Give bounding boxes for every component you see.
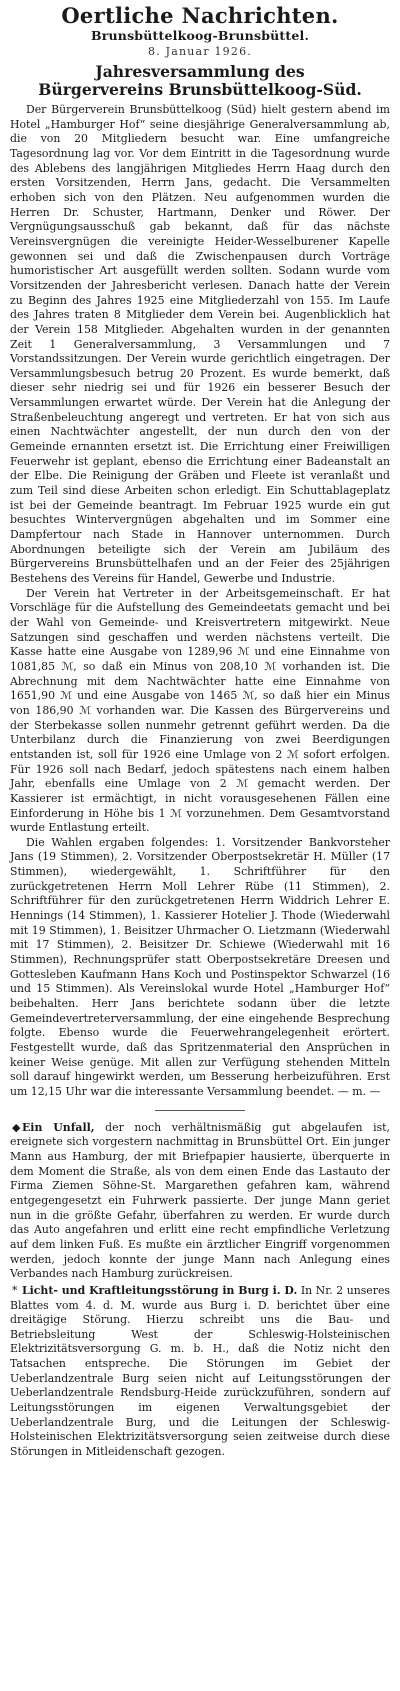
- news-item-text: In Nr. 2 unseres Blattes vom 4. d. M. wurde aus Burg i. D. berichtet über eine dreitägige Störung. Hierzu schreibt uns die Bau- und Betriebsleitung West der Schleswig-Holsteinischen Elektrizitätsversorgung G. m. b. H., daß die Notiz nicht den Tatsachen entspreche. Die Störungen im Gebiet der Ueberlandzentrale Burg seien nicht auf Leitungsstörungen der Ueberlandzentrale Rendsburg-Heide zurückzuführen, sondern auf Leitungsstörungen im eigenen Verwaltungsgebiet der Ueberlandzentrale Burg, und die Leitungen der Schleswig-Holsteinischen Elektrizitätsversorgung seien zeitweise durch diese Störungen in Mitleidenschaft gezogen.: [10, 1283, 390, 1459]
- article-paragraph: Der Bürgerverein Brunsbüttelkoog (Süd) hielt gestern abend im Hotel „Hamburger Hof“ seine diesjährige Generalversammlung ab, die von 20 Mitgliedern besucht war. Eine umfangreiche Tagesordnung lag vor. Vor dem Eintritt in die Tagesordnung wurde des Ablebens des langjährigen Mitgliedes Herrn Haag durch den ersten Vorsitzenden, Herrn Jans, gedacht. Die Versammelten erhoben sich von den Plätzen. Neu aufgenommen wurden die Herren Dr. Schuster, Hartmann, Denker und Röwer. Der Vergnügungsausschuß gab bekannt, daß für das nächste Vereinsvergnügen die vereinigte Heider-Wesselburener Kapelle gewonnen sei und daß die Zwischenpausen durch Vorträge humoristischer Art ausgefüllt werden sollten. Sodann wurde vom Vorsitzenden der Jahresbericht verlesen. Danach hatte der Verein zu Beginn des Jahres 1925 eine Mitgliederzahl von 155. Im Laufe des Jahres traten 8 Mitglieder dem Verein bei. Augenblicklich hat der Verein 158 Mitglieder. Abgehalten wurden in der genannten Zeit 1 Generalversammlung, 3 Versammlungen und 7 Vorstandssitzungen. Der Verein wurde gerichtlich eingetragen. Der Versammlungsbesuch betrug 20 Prozent. Es wurde bemerkt, daß dieser sehr niedrig sei und für 1926 ein besserer Besuch der Versammlungen erwartet würde. Der Verein hat die Anlegung der Straßenbeleuchtung angeregt und vertreten. Er hat von sich aus einen Nachtwächter angestellt, der nun durch den von der Gemeinde ernannten ersetzt ist. Die Errichtung einer Freiwilligen Feuerwehr ist geplant, ebenso die Errichtung einer Badeanstalt an der Elbe. Die Reinigung der Gräben und Fleete ist veranlaßt und zum Teil sind diese Arbeiten schon erledigt. Ein Schuttablageplatz ist bei der Gemeinde beantragt. Im Februar 1925 wurde ein gut besuchtes Wintervergnügen abgehalten und im Sommer eine Dampfertour nach Stade in Hannover unternommen. Durch Abordnungen beteiligte sich der Verein am Jubiläum des Bürgervereins Brunsbüttelhafen und an der Feier des 25jährigen Bestehens des Vereins für Handel, Gewerbe und Industrie.: [10, 103, 390, 585]
- news-item-text: der noch verhältnismäßig gut abgelaufen ist, ereignete sich vorgestern nachmittag in Brunsbüttel Ort. Ein junger Mann aus Hamburg, der mit Briefpapier hausierte, überquerte in dem Moment die Straße, als von dem einen Ende das Lastauto der Firma Ziemen Söhne-St. Margarethen gefahren kam, während entgegengesetzt ein Fuhrwerk passierte. Der junge Mann geriet nun in die größte Gefahr, überfahren zu werden. Er wurde durch das Auto angefahren und erlitt eine recht empfindliche Verletzung auf dem linken Fuß. Es mußte ein ärztlicher Eingriff vorgenommen werden, jedoch konnte der junge Mann nach Anlegung eines Verbandes nach Hamburg zurückreisen.: [10, 1120, 390, 1281]
- article-headline-line2: Bürgervereins Brunsbüttelkoog-Süd.: [38, 80, 362, 99]
- news-item: [10, 1284, 390, 1460]
- news-item: [10, 1121, 390, 1282]
- article-body: [10, 103, 390, 1100]
- news-item-lead: Ein Unfall,: [22, 1120, 95, 1134]
- article-paragraph: Der Verein hat Vertreter in der Arbeitsgemeinschaft. Er hat Vorschläge für die Aufstellung des Gemeindeetats gemacht und bei der Wahl von Gemeinde- und Kreisvertretern mitgewirkt. Neue Satzungen sind geschaffen und werden nächstens verteilt. Die Kasse hatte eine Ausgabe von 1289,96 ℳ und eine Einnahme von 1081,85 ℳ, so daß ein Minus von 208,10 ℳ vorhanden ist. Die Abrechnung mit dem Nachtwächter hatte eine Einnahme von 1651,90 ℳ und eine Ausgabe von 1465 ℳ, so daß hier ein Minus von 186,90 ℳ vorhanden war. Die Kassen des Bürgervereins und der Sterbekasse sollen nunmehr getrennt geführt werden. Da die Unterbilanz durch die Finanzierung von zwei Beerdigungen entstanden ist, soll für 1926 eine Umlage von 2 ℳ sofort erfolgen. Für 1926 soll nach Bedarf, jedoch spätestens nach einem halben Jahr, ebenfalls eine Umlage von 2 ℳ gemacht werden. Der Kassierer ist ermächtigt, in nicht vorausgesehenen Fällen eine Einforderung in Höhe bis 1 ℳ vorzunehmen. Dem Gesamtvorstand wurde Entlastung erteilt.: [10, 586, 390, 835]
- article-unfall: [10, 1121, 390, 1282]
- article-headline-line1: Jahresversammlung des: [95, 62, 305, 81]
- article-jahresversammlung: [10, 63, 390, 1100]
- section-divider: [155, 1110, 245, 1111]
- asterisk-bullet-icon: *: [12, 1283, 18, 1297]
- article-paragraph-text: Die Wahlen ergaben folgendes: 1. Vorsitzender Bankvorsteher Jans (19 Stimmen), 2. Vorsitzender Oberpostsekretär H. Müller (17 Stimmen), wiedergewählt, 1. Schriftführer für den zurückgetretenen Herrn Moll Lehrer Rübe (11 Stimmen), 2. Schriftführer für den zurückgetretenen Herrn Widdrich Lehrer E. Hennings (14 Stimmen), 1. Kassierer Hotelier J. Thode (Wiederwahl mit 19 Stimmen), 1. Beisitzer Uhrmacher O. Lietzmann (Wiederwahl mit 17 Stimmen), 2. Beisitzer Dr. Schiewe (Wiederwahl mit 16 Stimmen), Rechnungsprüfer statt Oberpostsekretäre Dreesen und Gottesleben Kaufmann Hans Koch und Postinspektor Schwarzel (16 und 15 Stimmen). Als Vereinslokal wurde Hotel „Hamburger Hof“ beibehalten. Herr Jans berichtete sodann über die letzte Gemeindevertreterversammlung, der eine eingehende Besprechung folgte. Ebenso wurde die Feuerwehrangelegenheit erörtert. Festgestellt wurde, daß das Spritzenmaterial den Ansprüchen in keiner Weise genüge. Mit allen zur Verfügung stehenden Mitteln soll darauf hingewirkt werden, um Besserung herbeizuführen. Erst um 12,15 Uhr war die interessante Versammlung beendet.: [10, 835, 390, 1098]
- location-line: Brunsbüttelkoog-Brunsbüttel.: [90, 28, 310, 43]
- article-leitungsstoerung: [10, 1284, 390, 1460]
- author-signature: — m. —: [337, 1084, 381, 1098]
- diamond-bullet-icon: ◆: [12, 1120, 21, 1134]
- dateline: 8. Januar 1926.: [148, 45, 252, 58]
- article-paragraph: [10, 836, 390, 1100]
- news-item-lead: Licht- und Kraftleitungsstörung in Burg i. D.: [22, 1283, 298, 1297]
- section-title: Oertliche Nachrichten.: [61, 3, 339, 28]
